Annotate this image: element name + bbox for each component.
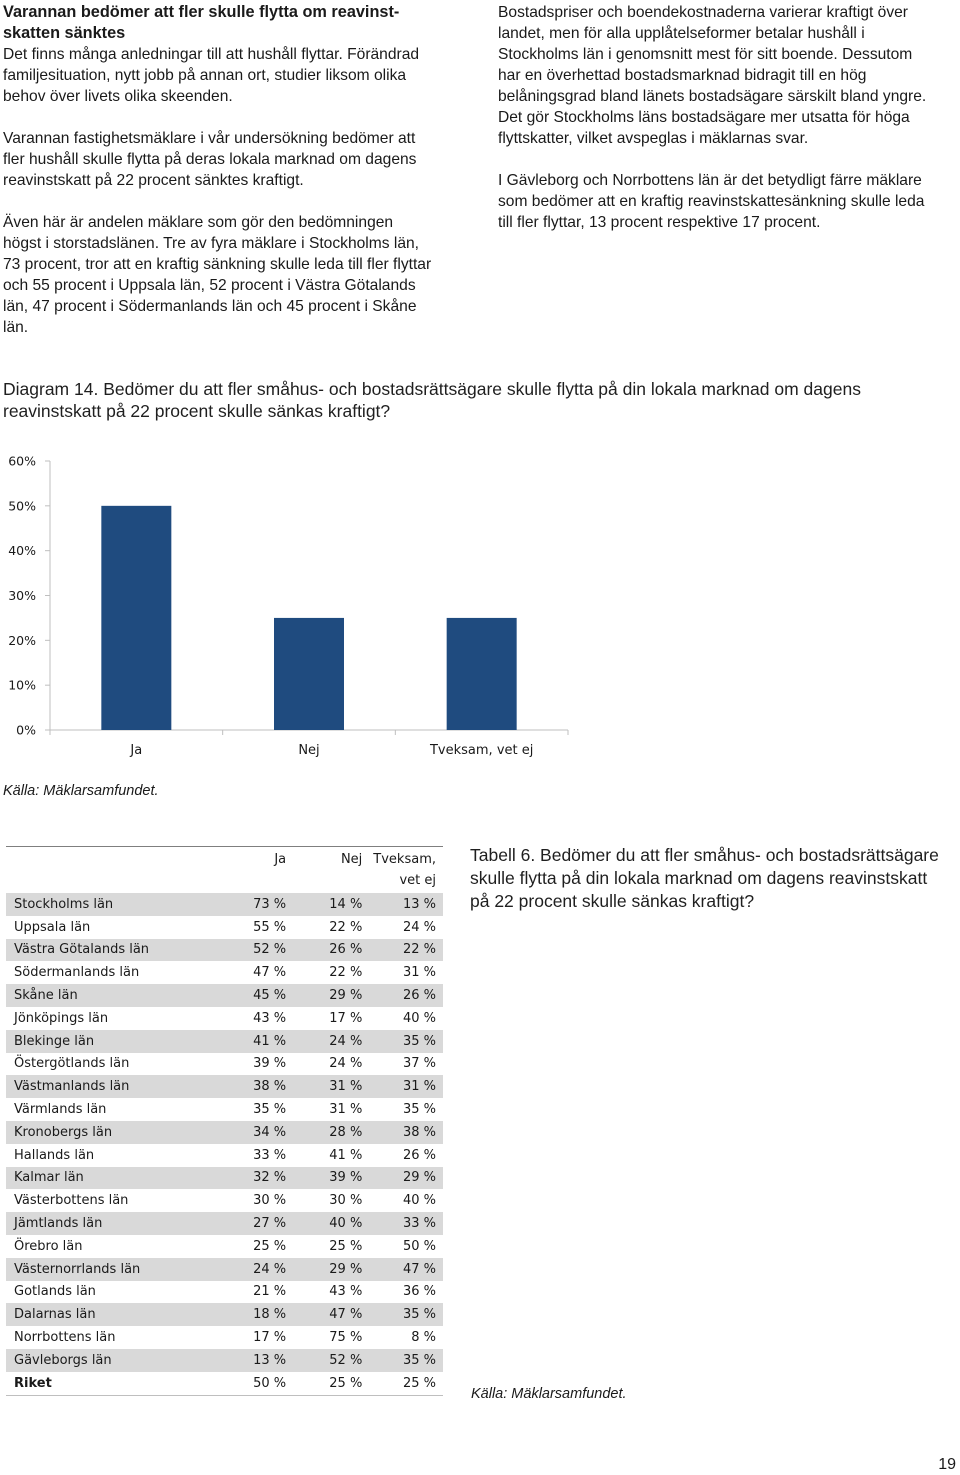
tveksam-cell: 26 %: [369, 984, 443, 1007]
ja-cell: 50 %: [253, 1375, 287, 1391]
y-tick-label: 50%: [8, 498, 36, 514]
x-tick-label: Nej: [298, 743, 320, 758]
table-row: [6, 1281, 443, 1304]
diagram-source: Källa: Mäklarsamfundet.: [3, 783, 159, 799]
ja-cell: 47 %: [253, 965, 287, 981]
table-row: [6, 1167, 443, 1190]
tveksam-cell: 47 %: [369, 1258, 443, 1281]
diagram-caption: [3, 378, 933, 422]
tveksam-cell: 26 %: [402, 1147, 436, 1163]
x-tick-label: Ja: [130, 743, 143, 758]
ja-cell: 73 %: [217, 893, 293, 916]
y-tick-label: 40%: [8, 543, 36, 559]
table-caption: [470, 844, 940, 913]
ja-cell: 52 %: [217, 939, 293, 962]
region-cell: Jämtlands län: [6, 1212, 217, 1235]
table-row: [6, 1235, 443, 1258]
tveksam-cell: 13 %: [369, 893, 443, 916]
y-tick-label: 20%: [8, 632, 36, 648]
tveksam-cell: 40 %: [402, 1193, 436, 1209]
region-cell: Örebro län: [14, 1238, 83, 1254]
nej-cell: 43 %: [329, 1284, 363, 1300]
table-caption-label: Tabell 6.: [470, 845, 536, 865]
x-tick-label: Tveksam, vet ej: [429, 743, 534, 758]
nej-cell: 39 %: [293, 1167, 369, 1190]
paragraph: Varannan fastighetsmäklare i vår undersökning bedömer att fler hushåll skulle flytta på deras lokala marknad om dagens reavinstskatt på 22 procent sänktes kraftigt.: [3, 130, 417, 189]
nej-cell: 17 %: [329, 1010, 363, 1026]
table-row: [6, 1212, 443, 1235]
ja-cell: 45 %: [217, 984, 293, 1007]
table-row: [6, 916, 443, 939]
nej-cell: 24 %: [329, 1056, 363, 1072]
ja-cell: 30 %: [253, 1193, 287, 1209]
table-row: [6, 1349, 443, 1372]
ja-cell: 38 %: [217, 1075, 293, 1098]
ja-cell: 35 %: [253, 1102, 287, 1118]
region-cell: Riket: [14, 1375, 52, 1391]
tveksam-cell: 36 %: [402, 1284, 436, 1300]
ja-cell: 13 %: [217, 1349, 293, 1372]
bar: [447, 618, 517, 730]
tveksam-cell: 38 %: [369, 1121, 443, 1144]
ja-cell: 55 %: [253, 919, 287, 935]
tveksam-cell: 37 %: [402, 1056, 436, 1072]
paragraph: Även här är andelen mäklare som gör den bedömningen högst i storstadslänen. Tre av fyra mäklare i Stockholms län, 73 procent, tror att en kraftig sänkning skulle leda till fler flyttar och 55 procent i Uppsala län, 52 procent i Västra Götalands län, 47 procent i Södermanlands län och 45 procent i Skåne län.: [3, 214, 432, 336]
tveksam-cell: 31 %: [369, 1075, 443, 1098]
nej-cell: 24 %: [293, 1030, 369, 1053]
nej-cell: 28 %: [293, 1121, 369, 1144]
left-column: [3, 2, 435, 359]
tveksam-cell: 35 %: [369, 1030, 443, 1053]
table-row: [6, 1372, 443, 1395]
nej-cell: 29 %: [293, 1258, 369, 1281]
ja-cell: 41 %: [217, 1030, 293, 1053]
region-cell: Norrbottens län: [14, 1330, 116, 1346]
region-cell: Hallands län: [14, 1147, 95, 1163]
table-row: [6, 893, 443, 916]
ja-cell: 18 %: [217, 1303, 293, 1326]
nej-cell: 25 %: [329, 1238, 363, 1254]
region-cell: Blekinge län: [6, 1030, 217, 1053]
ja-cell: 17 %: [253, 1330, 287, 1346]
nej-cell: 30 %: [329, 1193, 363, 1209]
ja-cell: 21 %: [253, 1284, 287, 1300]
nej-cell: 41 %: [329, 1147, 363, 1163]
table-header-region: [6, 847, 217, 893]
table-caption-text: Bedömer du att fler småhus- och bostadsrättsägare skulle flytta på din lokala marknad om dagens reavinstskatt på 22 procent skulle sänkas kraftigt?: [470, 845, 939, 911]
table-header-tveksam: Tveksam, vet ej: [373, 852, 436, 888]
paragraph: Bostadspriser och boendekostnaderna varierar kraftigt över landet, men för alla upplåtelseformer betalar hushåll i Stockholms län i genomsnitt mest för sitt boende. Dessutom har en överhettad bostadsmarknad bidragit till en hög belåningsgrad bland länets bostadsägare särskilt bland yngre. Det gör Stockholms läns bostadsägare mer utsatta för höga flyttskatter, vilket avspeglas i mäklarnas svar.: [498, 4, 927, 147]
bar-chart: [0, 440, 600, 770]
region-cell: Gotlands län: [14, 1284, 96, 1300]
nej-cell: 31 %: [329, 1102, 363, 1118]
ja-cell: 32 %: [217, 1167, 293, 1190]
table-header-ja: Ja: [274, 852, 287, 867]
table-row: [6, 1098, 443, 1121]
table-row: [6, 961, 443, 984]
right-column: [498, 2, 938, 254]
nej-cell: 47 %: [293, 1303, 369, 1326]
region-cell: Dalarnas län: [6, 1303, 217, 1326]
region-cell: Kronobergs län: [6, 1121, 217, 1144]
tveksam-cell: 33 %: [369, 1212, 443, 1235]
table-row: [6, 939, 443, 962]
region-cell: Västernorrlands län: [6, 1258, 217, 1281]
table-row: [6, 1258, 443, 1281]
paragraph: Det finns många anledningar till att hushåll flyttar. Förändrad familjesituation, nytt jobb på annan ort, studier liksom olika behov över livets olika skeenden.: [3, 46, 420, 105]
table-row: [6, 1144, 443, 1167]
table-header-nej: Nej: [340, 852, 363, 867]
region-cell: Västmanlands län: [6, 1075, 217, 1098]
ja-cell: 39 %: [253, 1056, 287, 1072]
ja-cell: 27 %: [217, 1212, 293, 1235]
tveksam-cell: 35 %: [369, 1349, 443, 1372]
nej-cell: 31 %: [293, 1075, 369, 1098]
table-row: [6, 1007, 443, 1030]
table-row: [6, 1053, 443, 1076]
nej-cell: 22 %: [329, 919, 363, 935]
nej-cell: 26 %: [293, 939, 369, 962]
region-cell: Stockholms län: [6, 893, 217, 916]
tveksam-cell: 25 %: [402, 1375, 436, 1391]
nej-cell: 29 %: [293, 984, 369, 1007]
section-heading: Varannan bedömer att fler skulle flytta om reavinstskatten sänktes: [3, 3, 400, 42]
ja-cell: 34 %: [217, 1121, 293, 1144]
region-cell: Södermanlands län: [14, 965, 140, 981]
y-tick-label: 10%: [8, 677, 36, 693]
region-cell: Västra Götalands län: [6, 939, 217, 962]
table-row: [6, 1075, 443, 1098]
region-cell: Kalmar län: [6, 1167, 217, 1190]
nej-cell: 52 %: [293, 1349, 369, 1372]
table-row: [6, 1030, 443, 1053]
y-tick-label: 30%: [8, 588, 36, 603]
nej-cell: 40 %: [293, 1212, 369, 1235]
table-row: [6, 1121, 443, 1144]
region-cell: Västerbottens län: [14, 1193, 129, 1209]
nej-cell: 14 %: [293, 893, 369, 916]
tveksam-cell: 8 %: [411, 1330, 436, 1346]
tveksam-cell: 40 %: [402, 1010, 436, 1026]
bar-chart-svg: [0, 440, 600, 770]
region-cell: Östergötlands län: [14, 1056, 130, 1072]
results-table: [6, 846, 443, 1396]
region-cell: Jönköpings län: [14, 1010, 109, 1026]
table-header-row: [6, 847, 443, 893]
region-cell: Gävleborgs län: [6, 1349, 217, 1372]
diagram-caption-text: Bedömer du att fler småhus- och bostadsrättsägare skulle flytta på din lokala marknad om dagens reavinstskatt på 22 procent skulle sänkas kraftigt?: [3, 379, 861, 421]
paragraph: I Gävleborg och Norrbottens län är det betydligt färre mäklare som bedömer att en kraftig reavinstskattesänkning skulle leda till fler flyttar, 13 procent respektive 17 procent.: [498, 172, 925, 231]
region-cell: Uppsala län: [14, 919, 91, 935]
nej-cell: 75 %: [329, 1330, 363, 1346]
tveksam-cell: 29 %: [369, 1167, 443, 1190]
tveksam-cell: 31 %: [402, 965, 436, 981]
ja-cell: 25 %: [253, 1238, 287, 1254]
table-row: [6, 1326, 443, 1349]
ja-cell: 24 %: [217, 1258, 293, 1281]
region-cell: Skåne län: [6, 984, 217, 1007]
region-cell: Värmlands län: [14, 1102, 107, 1118]
diagram-caption-label: Diagram 14.: [3, 379, 99, 399]
tveksam-cell: 22 %: [369, 939, 443, 962]
ja-cell: 43 %: [253, 1010, 287, 1026]
y-tick-label: 60%: [8, 453, 36, 469]
table-source: Källa: Mäklarsamfundet.: [471, 1386, 627, 1402]
tveksam-cell: 24 %: [402, 919, 436, 935]
tveksam-cell: 35 %: [402, 1102, 436, 1118]
nej-cell: 25 %: [329, 1375, 363, 1391]
page-number: 19: [938, 1456, 956, 1473]
table-row: [6, 1189, 443, 1212]
tveksam-cell: 50 %: [402, 1238, 436, 1254]
tveksam-cell: 35 %: [369, 1303, 443, 1326]
ja-cell: 33 %: [253, 1147, 287, 1163]
table-row: [6, 984, 443, 1007]
table-row: [6, 1303, 443, 1326]
y-tick-label: 0%: [16, 722, 36, 738]
bar: [101, 506, 171, 730]
nej-cell: 22 %: [329, 965, 363, 981]
bar: [274, 618, 344, 730]
